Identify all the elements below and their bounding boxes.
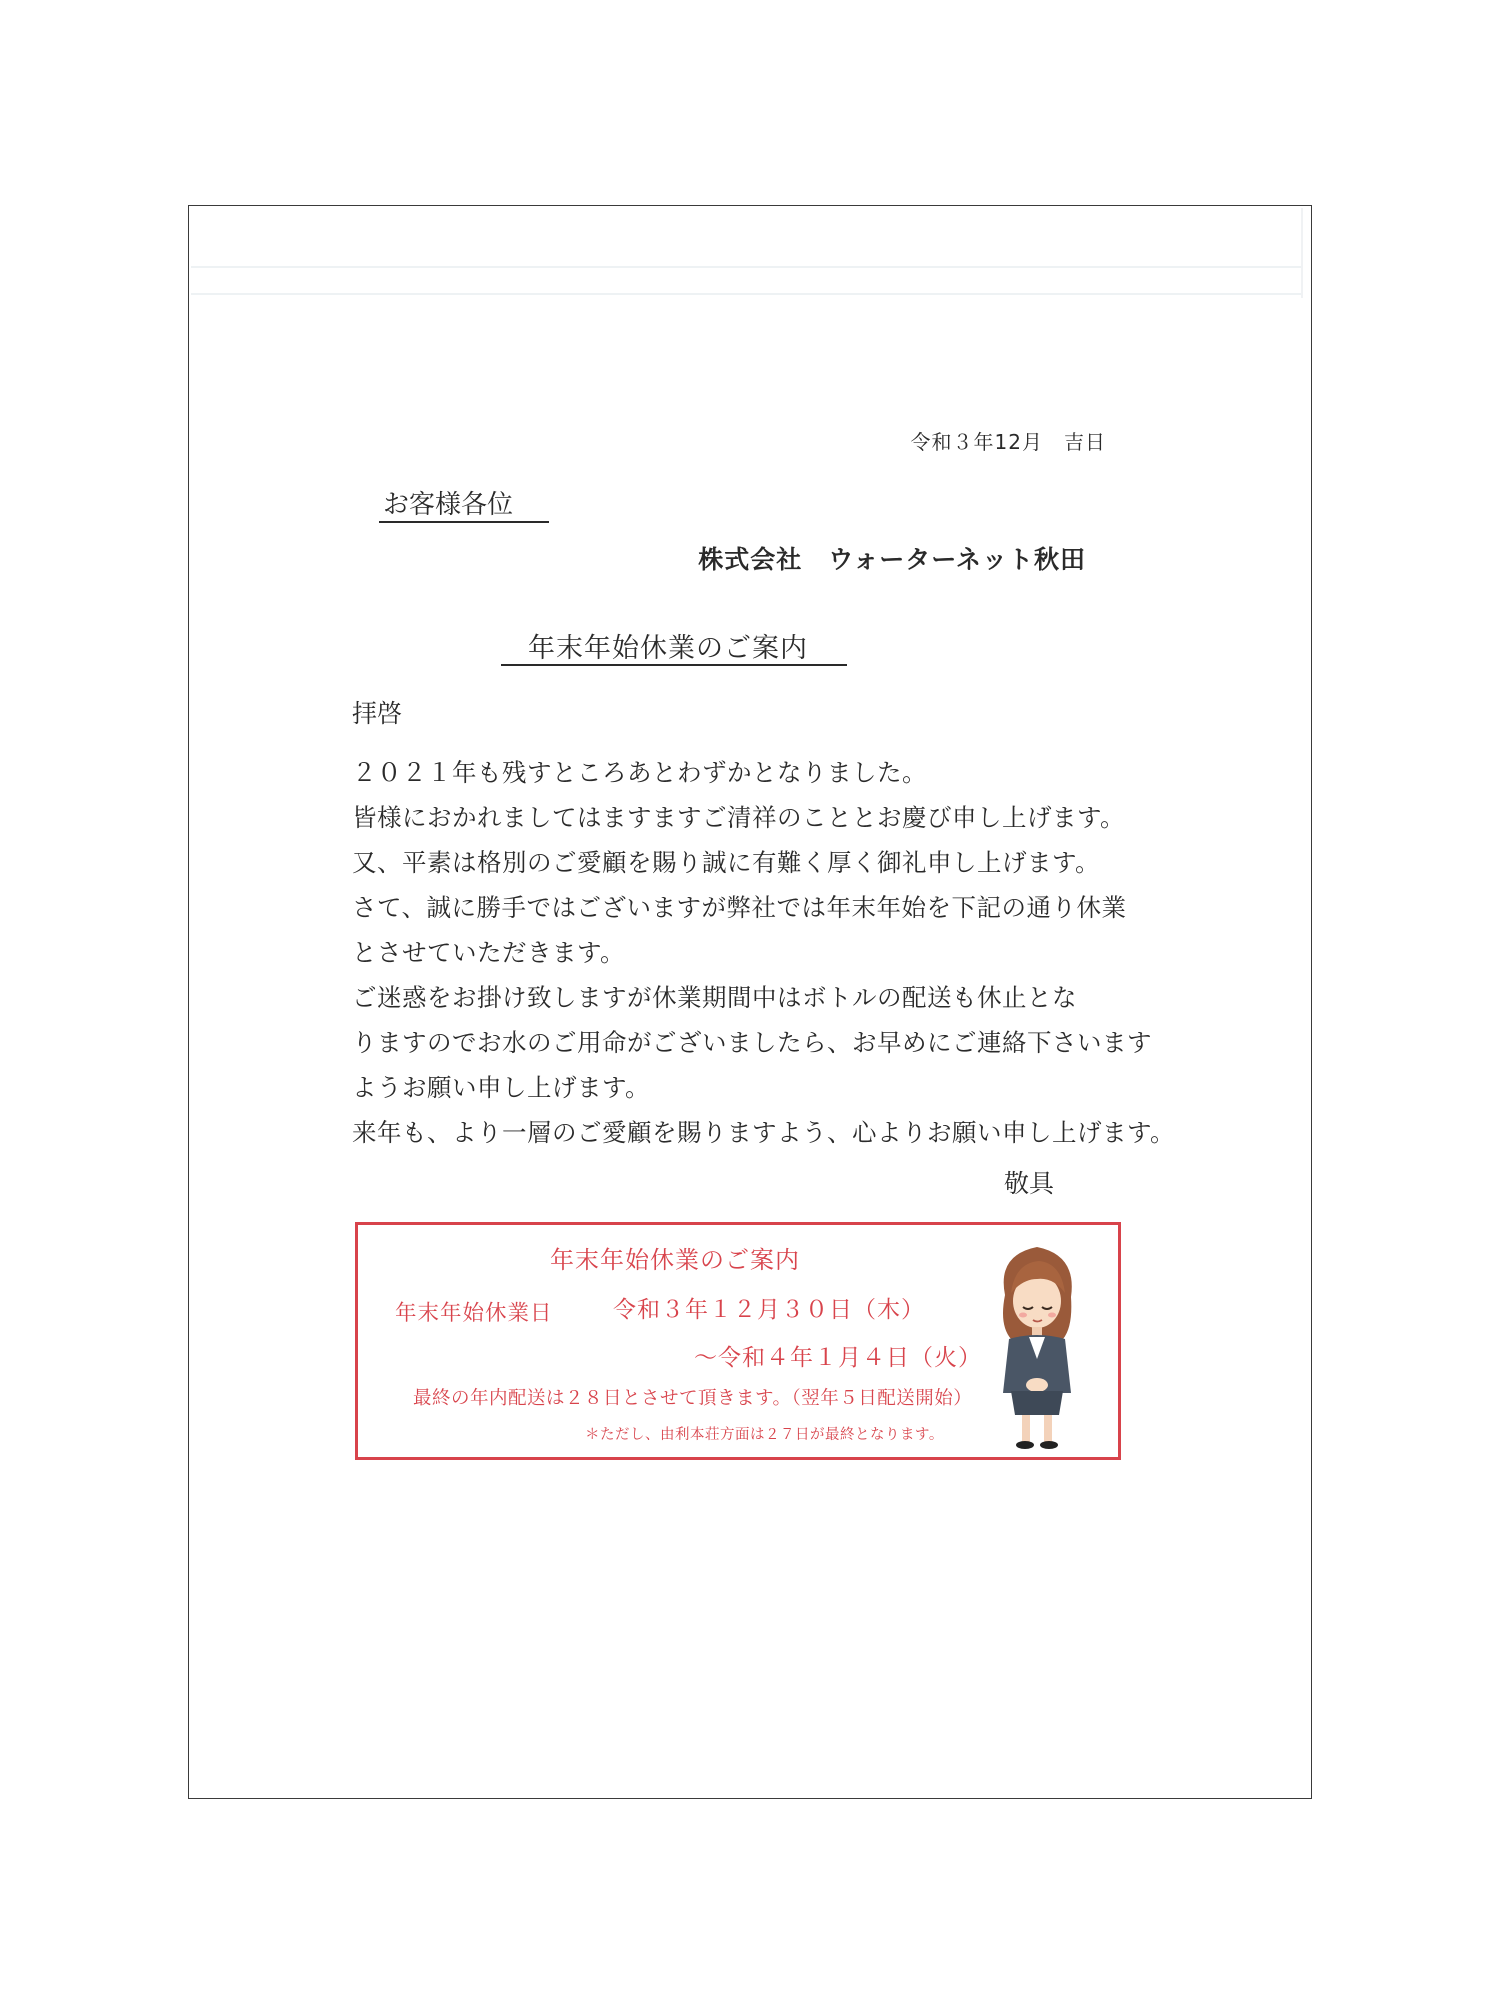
letter-body xyxy=(352,750,1176,1155)
body-line: りますのでお水のご用命がございましたら、お早めにご連絡下さいます xyxy=(352,1028,1152,1057)
letter-date: 令和３年12月 吉日 xyxy=(910,430,1106,454)
notice-title-underline xyxy=(501,664,847,666)
body-line: 皆様におかれましてはますますご清祥のこととお慶び申し上げます。 xyxy=(352,803,1126,832)
last-delivery-note: 最終の年内配送は２８日とさせて頂きます。（翌年５日配送開始） xyxy=(413,1388,973,1409)
scan-artifact-line xyxy=(191,266,1303,268)
letter-page xyxy=(188,205,1312,1799)
holiday-end-date: ～令和４年１月４日（火） xyxy=(694,1345,982,1371)
body-line: ２０２１年も残すところあとわずかとなりました。 xyxy=(352,758,927,787)
recipient-underline xyxy=(379,521,549,523)
body-line: 来年も、より一層のご愛顧を賜りますよう、心よりお願い申し上げます。 xyxy=(352,1118,1176,1147)
holiday-box-title: 年末年始休業のご案内 xyxy=(550,1246,800,1274)
body-line: 又、平素は格別のご愛顧を賜り誠に有難く厚く御礼申し上げます。 xyxy=(352,848,1101,877)
salutation: 拝啓 xyxy=(352,699,403,728)
recipient: お客様各位 xyxy=(383,490,514,520)
closing: 敬具 xyxy=(1004,1169,1055,1198)
scan-artifact-line xyxy=(191,293,1303,295)
scan-artifact-edge xyxy=(1301,208,1303,298)
bowing-woman-icon xyxy=(987,1235,1087,1453)
body-line: とさせていただきます。 xyxy=(352,938,626,967)
regional-footnote: ＊ただし、由利本荘方面は２７日が最終となります。 xyxy=(585,1427,944,1443)
holiday-start-date: 令和３年１２月３０日（木） xyxy=(613,1297,925,1323)
holiday-label: 年末年始休業日 xyxy=(395,1301,553,1326)
company-name: 株式会社 ウォーターネット秋田 xyxy=(698,545,1086,574)
body-line: さて、誠に勝手ではございますが弊社では年末年始を下記の通り休業 xyxy=(352,893,1127,922)
body-line: ご迷惑をお掛け致しますが休業期間中はボトルの配送も休止とな xyxy=(352,983,1077,1012)
notice-title: 年末年始休業のご案内 xyxy=(528,633,808,664)
body-line: ようお願い申し上げます。 xyxy=(352,1073,651,1102)
holiday-notice-box xyxy=(355,1222,1121,1460)
